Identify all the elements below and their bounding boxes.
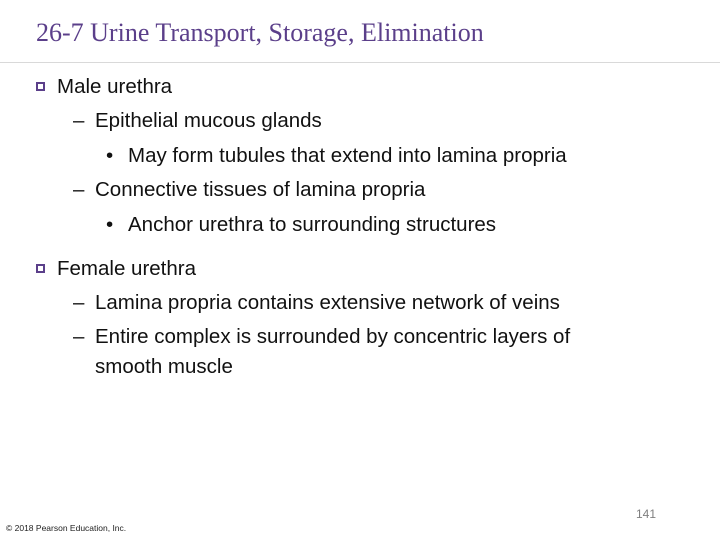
slide-title: 26-7 Urine Transport, Storage, Elimination [36,18,484,47]
dot-marker: • [106,213,114,236]
sub-epithelial-glands: Epithelial mucous glands [95,109,322,132]
square-bullet-icon [36,82,45,91]
bullet-female-urethra: Female urethra [57,257,197,280]
sub-entire-complex: Entire complex is surrounded by concentric layers of [95,325,571,348]
dash-marker: – [73,325,85,348]
copyright-notice: © 2018 Pearson Education, Inc. [6,523,127,533]
subsub-anchor: Anchor urethra to surrounding structures [128,213,497,236]
page-number: 141 [636,507,657,521]
dash-marker: – [73,109,85,132]
subsub-tubules: May form tubules that extend into lamina propria [128,144,567,167]
sub-entire-complex-cont: smooth muscle [95,355,233,378]
bullet-male-urethra: Male urethra [57,75,173,98]
sub-lamina-propria: Lamina propria contains extensive network of veins [95,291,560,314]
dot-marker: • [106,144,114,167]
sub-connective-tissues: Connective tissues of lamina propria [95,178,426,201]
square-bullet-icon [36,264,45,273]
dash-marker: – [73,178,85,201]
title-divider [0,62,720,63]
dash-marker: – [73,291,85,314]
